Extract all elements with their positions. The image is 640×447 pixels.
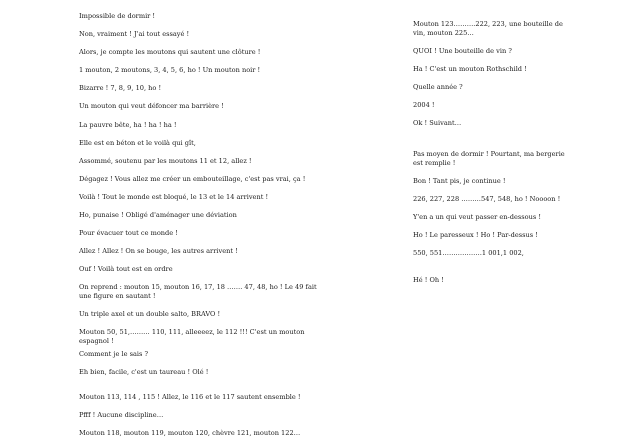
poem-line: QUOI ! Une bouteille de vin ? xyxy=(413,46,512,55)
poem-line: Ho ! Le paresseux ! Ho ! Par-dessus ! xyxy=(413,230,538,239)
poem-line: Pas moyen de dormir ! Pourtant, ma bergerie est remplie ! xyxy=(413,149,565,167)
poem-line: On reprend : mouton 15, mouton 16, 17, 18 ……. 47, 48, ho ! Le 49 fait une figure en sautant ! xyxy=(79,283,317,301)
poem-line: Ho, punaise ! Obligé d'aménager une déviation xyxy=(79,211,237,220)
poem-line: Elle est en béton et le voilà qui gît, xyxy=(79,138,196,147)
poem-line: 1 mouton, 2 moutons, 3, 4, 5, 6, ho ! Un mouton noir ! xyxy=(79,66,261,75)
poem-line: Pour évacuer tout ce monde ! xyxy=(79,229,178,238)
poem-line: Mouton 123……….222, 223, une bouteille de vin, mouton 225… xyxy=(413,20,563,37)
poem-line: Ok ! Suivant… xyxy=(413,119,462,128)
poem-line: Eh bien, facile, c'est un taureau ! Olé ! xyxy=(79,367,209,376)
poem-line: Assommé, soutenu par les moutons 11 et 12, allez ! xyxy=(79,156,252,165)
poem-line: Ha ! C'est un mouton Rothschild ! xyxy=(413,64,527,73)
poem-line: Quelle année ? xyxy=(413,82,463,91)
poem-line: Mouton 50, 51,……… 110, 111, alleeeez, le 112 !!! C'est un mouton espagnol ! xyxy=(79,328,305,345)
poem-line: Ouf ! Voilà tout est en ordre xyxy=(79,265,173,274)
poem-line: Un triple axel et un double salto, BRAVO ! xyxy=(79,310,221,319)
poem-line: Hé ! Oh ! xyxy=(413,275,444,284)
poem-right-column xyxy=(413,20,573,294)
poem-line: Non, vraiment ! J'ai tout essayé ! xyxy=(79,30,190,39)
poem-line: Y'en a un qui veut passer en-dessous ! xyxy=(413,212,542,221)
poem-line: Allez ! Allez ! On se bouge, les autres arrivent ! xyxy=(79,247,238,256)
poem-line: Alors, je compte les moutons qui sautent une clôture ! xyxy=(79,48,261,57)
poem-line: Voilà ! Tout le monde est bloqué, le 13 et le 14 arrivent ! xyxy=(79,192,269,201)
poem-line: 2004 ! xyxy=(413,101,435,110)
poem-line: Mouton 118, mouton 119, mouton 120, chèvre 121, mouton 122… xyxy=(79,428,301,437)
poem-line: Bizarre ! 7, 8, 9, 10, ho ! xyxy=(79,84,162,93)
poem-line: Dégagez ! Vous allez me créer un embouteillage, c'est pas vrai, ça ! xyxy=(79,174,306,183)
poem-line: La pauvre bête, ha ! ha ! ha ! xyxy=(79,120,177,129)
poem-line: Impossible de dormir ! xyxy=(79,12,156,20)
poem-line: Un mouton qui veut défoncer ma barrière ! xyxy=(79,102,224,111)
poem-line: Mouton 113, 114 , 115 ! Allez, le 116 et le 117 sautent ensemble ! xyxy=(79,392,301,401)
poem-left-column xyxy=(79,12,319,447)
poem-line: 226, 227, 228 ………547, 548, ho ! Noooon ! xyxy=(413,194,561,203)
poem-line: 550, 551………………1 001,1 002, xyxy=(413,249,524,258)
poem-line: Pfff ! Aucune discipline… xyxy=(79,410,164,419)
poem-line: Comment je le sais ? xyxy=(79,349,149,358)
poem-line: Bon ! Tant pis, je continue ! xyxy=(413,176,506,185)
